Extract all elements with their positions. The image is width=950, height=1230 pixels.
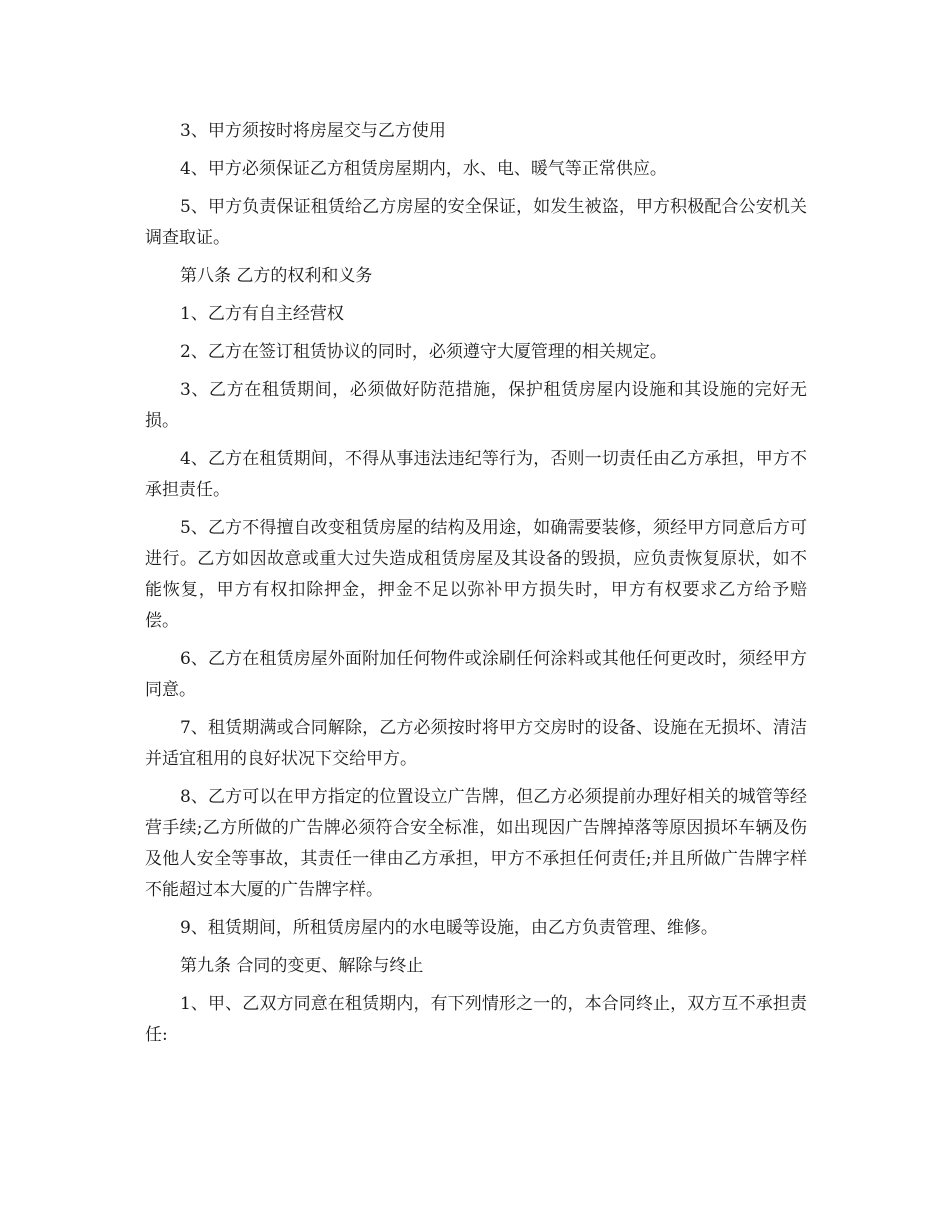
paragraph-clause-8-2: 2、乙方在签订租赁协议的同时，必须遵守大厦管理的相关规定。 bbox=[180, 342, 667, 362]
paragraph-clause-8-7: 7、租赁期满或合同解除，乙方必须按时将甲方交房时的设备、设施在无损坏、清洁并适宜租用的良好状况下交给甲方。 bbox=[145, 718, 807, 769]
paragraph-clause-8-3: 3、乙方在租赁期间，必须做好防范措施，保护租赁房屋内设施和其设施的完好无损。 bbox=[145, 380, 807, 431]
paragraph-clause-8-8: 8、乙方可以在甲方指定的位置设立广告牌，但乙方必须提前办理好相关的城管等经营手续;乙方所做的广告牌必须符合安全标准，如出现因广告牌掉落等原因损坏车辆及伤及他人安全等事故，其责任一律由乙方承担，甲方不承担任何责任;并且所做广告牌字样不能超过本大厦的广告牌字样。 bbox=[145, 787, 807, 900]
paragraph-clause-8-9: 9、租赁期间，所租赁房屋内的水电暖等设施，由乙方负责管理、维修。 bbox=[180, 918, 718, 938]
paragraph-clause-7-3: 3、甲方须按时将房屋交与乙方使用 bbox=[180, 121, 446, 141]
paragraph-clause-8-5: 5、乙方不得擅自改变租赁房屋的结构及用途，如确需要装修，须经甲方同意后方可进行。乙方如因故意或重大过失造成租赁房屋及其设备的毁损，应负责恢复原状，如不能恢复，甲方有权扣除押金，押金不足以弥补甲方损失时，甲方有权要求乙方给予赔偿。 bbox=[145, 518, 807, 631]
paragraph-clause-8-1: 1、乙方有自主经营权 bbox=[180, 304, 344, 324]
document-body bbox=[145, 116, 807, 1058]
paragraph-clause-7-5: 5、甲方负责保证租赁给乙方房屋的安全保证，如发生被盗，甲方积极配合公安机关调查取证。 bbox=[145, 197, 807, 248]
paragraph-clause-8-4: 4、乙方在租赁期间，不得从事违法违纪等行为，否则一切责任由乙方承担，甲方不承担责任。 bbox=[145, 449, 807, 500]
section-heading-article-9: 第九条 合同的变更、解除与终止 bbox=[180, 956, 424, 976]
paragraph-clause-8-6: 6、乙方在租赁房屋外面附加任何物件或涂刷任何涂料或其他任何更改时，须经甲方同意。 bbox=[145, 649, 807, 700]
paragraph-clause-7-4: 4、甲方必须保证乙方租赁房屋期内，水、电、暖气等正常供应。 bbox=[180, 159, 667, 179]
section-heading-article-8: 第八条 乙方的权利和义务 bbox=[180, 266, 373, 286]
paragraph-clause-9-1: 1、甲、乙双方同意在租赁期内，有下列情形之一的，本合同终止，双方互不承担责任: bbox=[145, 994, 807, 1045]
